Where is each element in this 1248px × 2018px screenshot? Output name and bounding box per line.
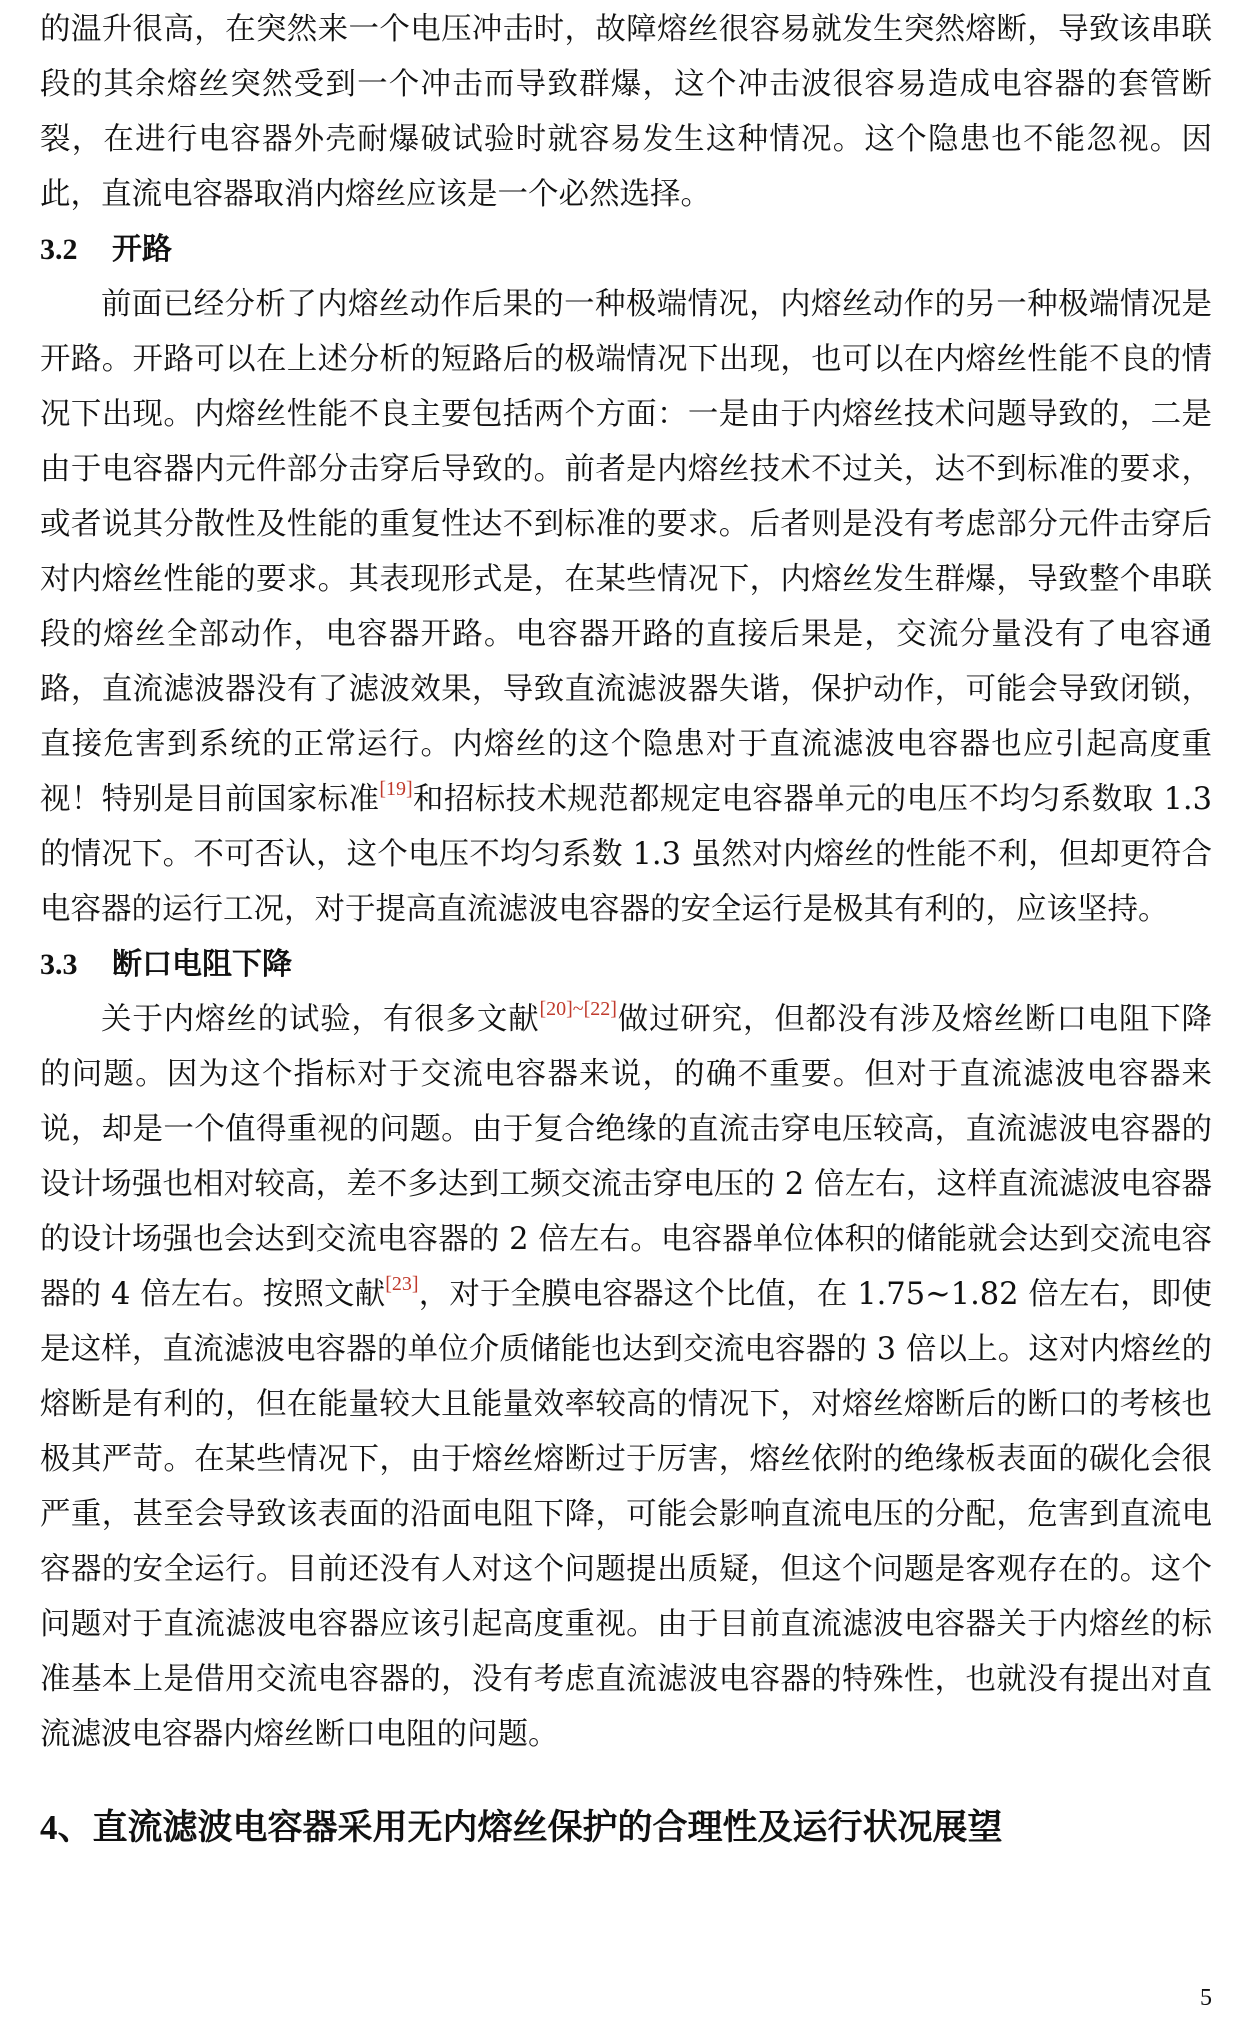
- citation-link[interactable]: [20]~[22]: [539, 998, 617, 1020]
- section-title: 直流滤波电容器采用无内熔丝保护的合理性及运行状况展望: [92, 1807, 1003, 1848]
- paragraph-text: ，对于全膜电容器这个比值，在 1.75~1.82 倍左右，即使是这样，直流滤波电容器的单位介质储能也达到交流电容器的 3 倍以上。这对内熔丝的熔断是有利的，但在能量较大且能量效率较高的情况下，对熔丝熔断后的断口的考核也极其严苛。在某些情况下，由于熔丝熔断过于厉害，熔丝依附的绝缘板表面的碳化会很严重，甚至会导致该表面的沿面电阻下降，可能会影响直流电压的分配，危害到直流电容器的安全运行。目前还没有人对这个问题提出质疑，但这个问题是客观存在的。这个问题对于直流滤波电容器应该引起高度重视。由于目前直流滤波电容器关于内熔丝的标准基本上是借用交流电容器的，没有考虑直流滤波电容器的特殊性，也就没有提出对直流滤波电容器内熔丝断口电阻的问题。: [40, 1277, 1213, 1752]
- paragraph-continuation: [40, 2, 1212, 222]
- paragraph-text: 前面已经分析了内熔丝动作后果的一种极端情况，内熔丝动作的另一种极端情况是开路。开路可以在上述分析的短路后的极端情况下出现，也可以在内熔丝性能不良的情况下出现。内熔丝性能不良主要包括两个方面：一是由于内熔丝技术问题导致的，二是由于电容器内元件部分击穿后导致的。前者是内熔丝技术不过关，达不到标准的要求，或者说其分散性及性能的重复性达不到标准的要求。后者则是没有考虑部分元件击穿后对内熔丝性能的要求。其表现形式是，在某些情况下，内熔丝发生群爆，导致整个串联段的熔丝全部动作，电容器开路。电容器开路的直接后果是，交流分量没有了电容通路，直流滤波器没有了滤波效果，导致直流滤波器失谐，保护动作，可能会导致闭锁，直接危害到系统的正常运行。内熔丝的这个隐患对于直流滤波电容器也应引起高度重视！特别是目前国家标准: [40, 287, 1212, 817]
- paragraph-text: 做过研究，但都没有涉及熔丝断口电阻下降的问题。因为这个指标对于交流电容器来说，的确不重要。但对于直流滤波电容器来说，却是一个值得重视的问题。由于复合绝缘的直流击穿电压较高，直流滤波电容器的设计场强也相对较高，差不多达到工频交流击穿电压的 2 倍左右，这样直流滤波电容器的设计场强也会达到交流电容器的 2 倍左右。电容器单位体积的储能就会达到交流电容器的 4 倍左右。按照文献: [40, 1002, 1212, 1312]
- paragraph-text: 关于内熔丝的试验，有很多文献: [101, 1002, 540, 1037]
- section-number: 3.2: [40, 233, 78, 266]
- section-heading-3-3: [40, 937, 1212, 992]
- citation-link[interactable]: [19]: [379, 778, 413, 800]
- document-page: [40, 0, 1212, 1858]
- section-number: 3.3: [40, 948, 78, 981]
- section-title: 断口电阻下降: [112, 947, 292, 982]
- page-number: 5: [1200, 1985, 1212, 2011]
- section-title: 开路: [112, 232, 172, 267]
- paragraph-text: 的温升很高，在突然来一个电压冲击时，故障熔丝很容易就发生突然熔断，导致该串联段的其余熔丝突然受到一个冲击而导致群爆，这个冲击波很容易造成电容器的套管断裂，在进行电容器外壳耐爆破试验时就容易发生这种情况。这个隐患也不能忽视。因此，直流电容器取消内熔丝应该是一个必然选择。: [40, 12, 1212, 212]
- section-heading-4: [40, 1798, 1212, 1858]
- section-heading-3-2: [40, 222, 1212, 277]
- paragraph-text: 和招标技术规范都规定电容器单元的电压不均匀系数取 1.3 的情况下。不可否认，这个电压不均匀系数 1.3 虽然对内熔丝的性能不利，但却更符合电容器的运行工况，对于提高直流滤波电容器的安全运行是极其有利的，应该坚持。: [40, 782, 1212, 927]
- citation-link[interactable]: [23]: [385, 1273, 419, 1295]
- paragraph-open-circuit: [40, 277, 1212, 937]
- paragraph-fracture-resistance: [40, 992, 1212, 1762]
- section-number: 4、: [40, 1808, 93, 1847]
